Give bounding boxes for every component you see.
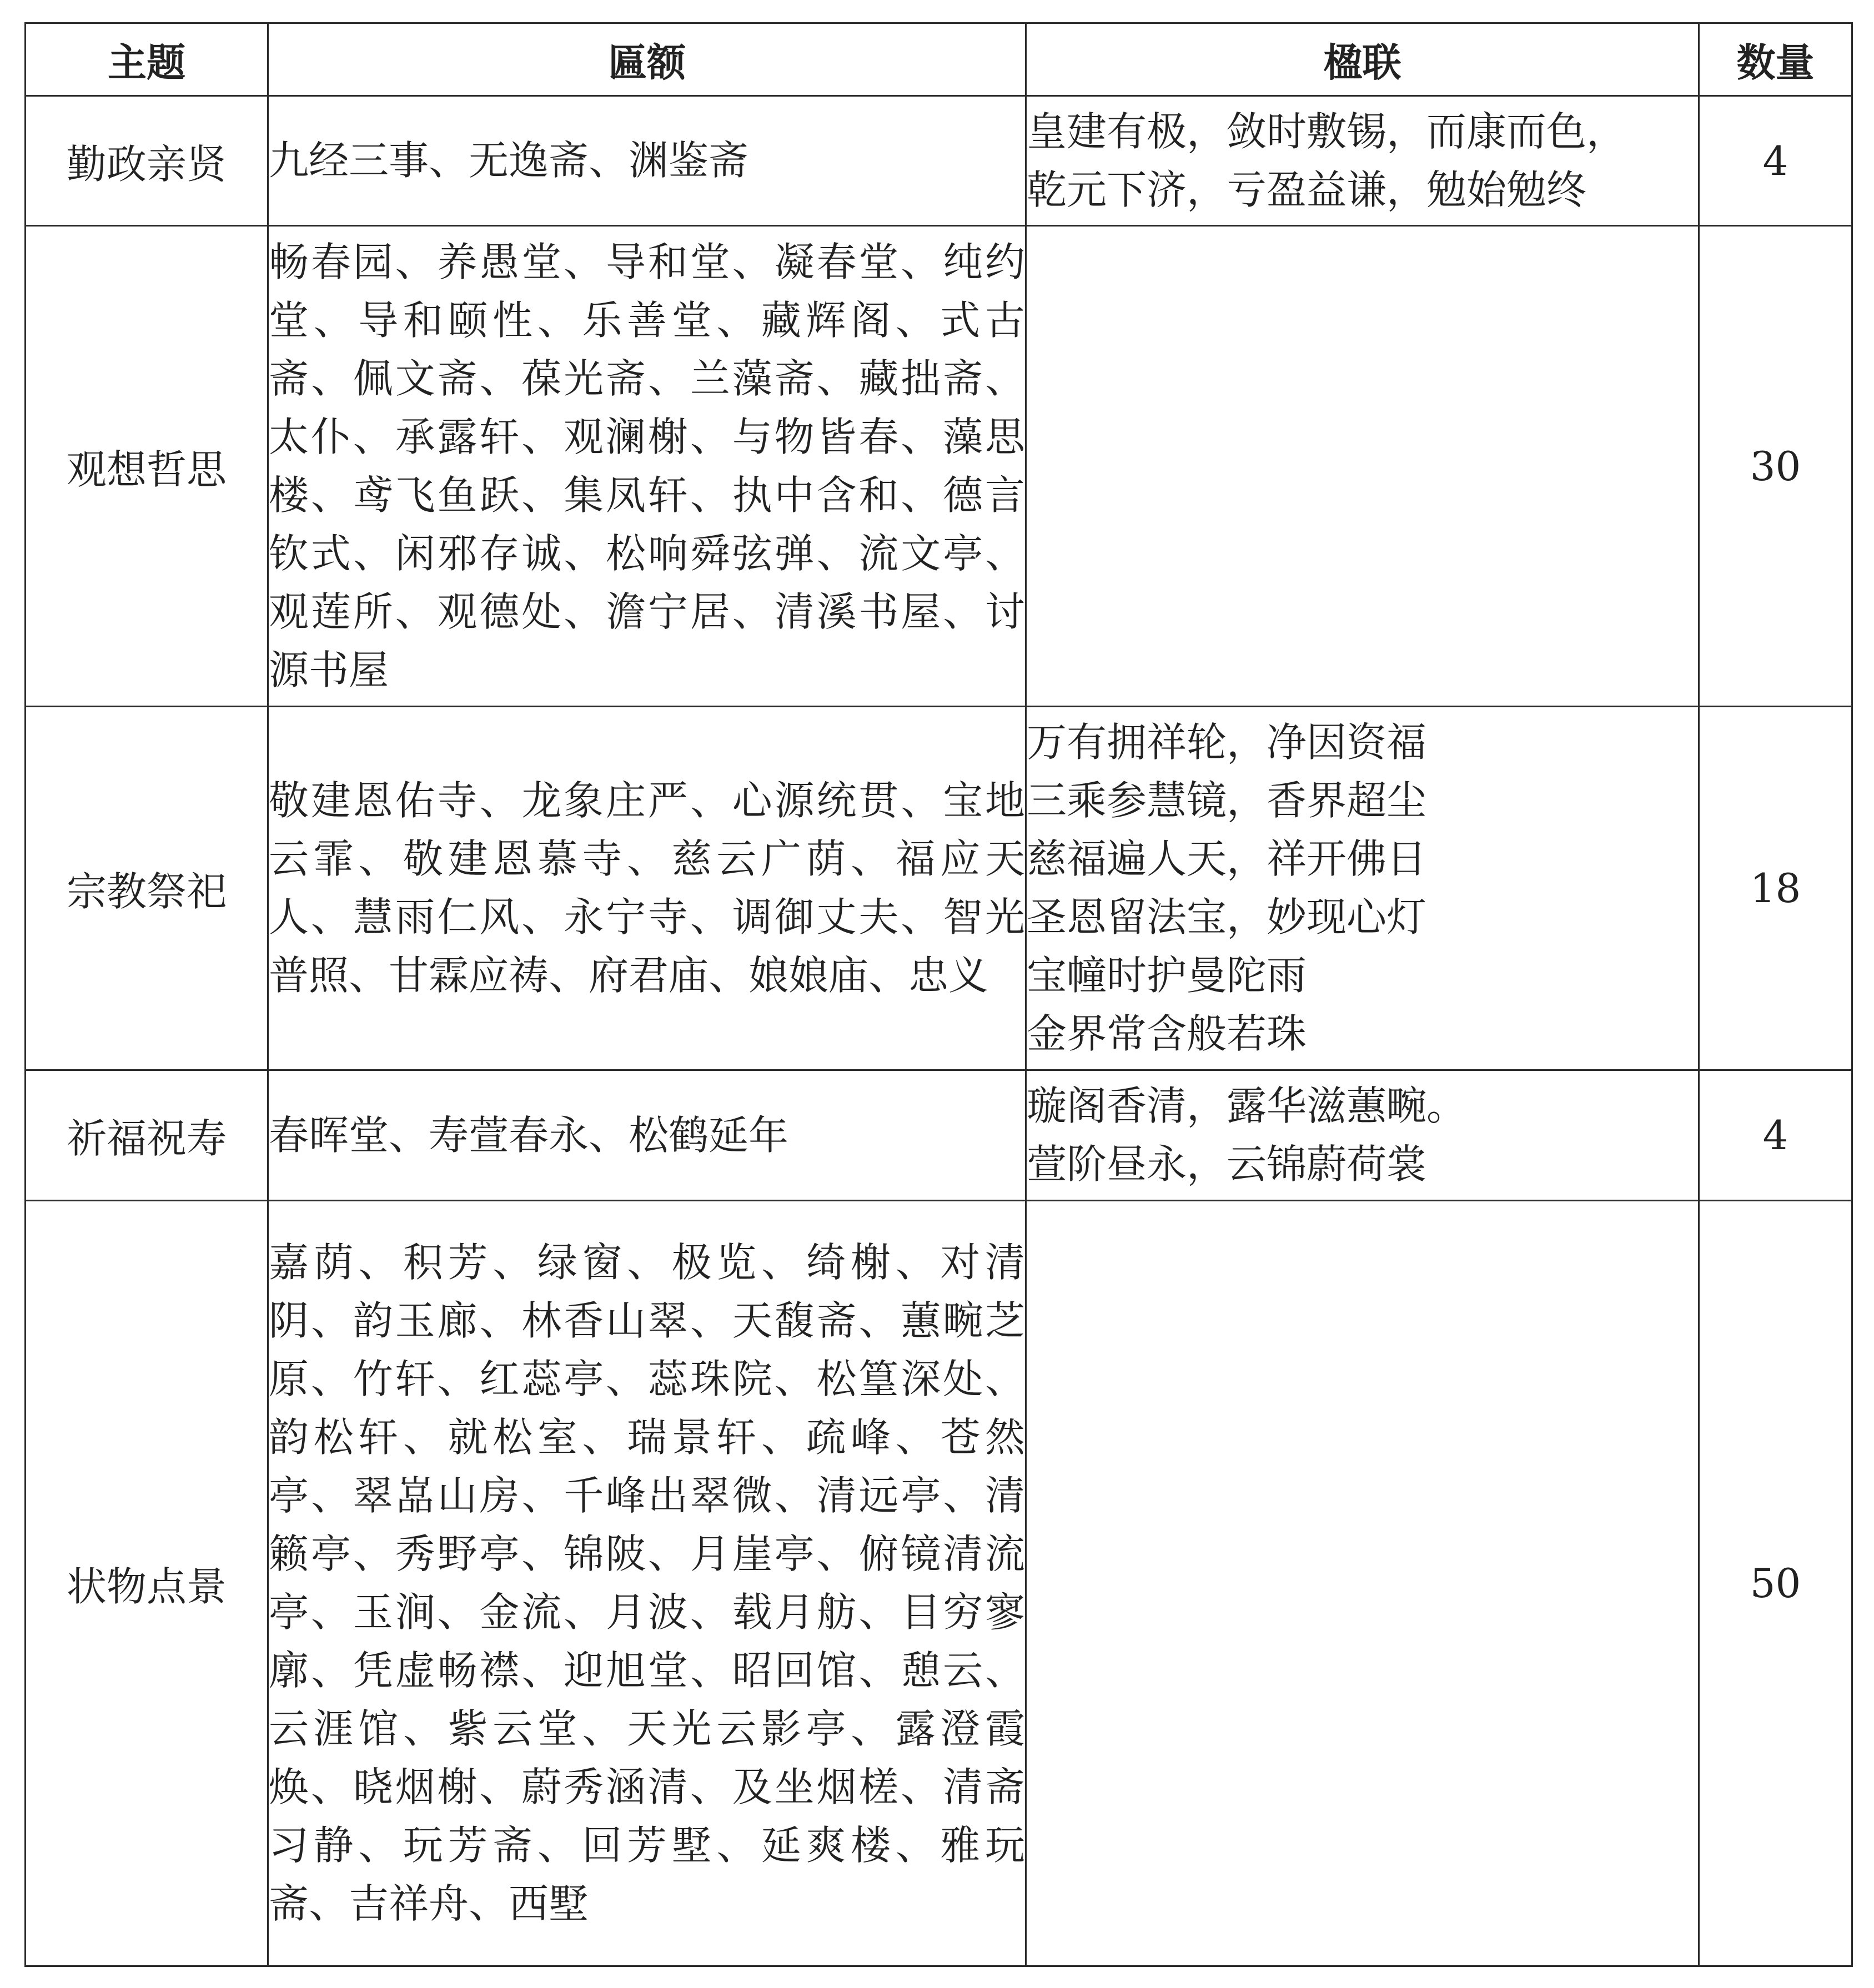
table-row (26, 707, 1852, 1070)
header-count: 数量 (1699, 23, 1852, 96)
themes-table (24, 22, 1853, 1967)
theme-cell: 观想哲思 (26, 226, 268, 707)
header-plaques: 匾额 (268, 23, 1026, 96)
plaques-cell: 敬建恩佑寺、龙象庄严、心源统贯、宝地云霏、敬建恩慕寺、慈云广荫、福应天人、慧雨仁风、永宁寺、调御丈夫、智光普照、甘霖应祷、府君庙、娘娘庙、忠义 (268, 707, 1026, 1070)
theme-cell: 宗教祭祀 (26, 707, 268, 1070)
count-cell: 30 (1699, 226, 1852, 707)
header-couplets: 楹联 (1026, 23, 1699, 96)
count-cell: 4 (1699, 1070, 1852, 1201)
count-cell: 18 (1699, 707, 1852, 1070)
plaques-cell: 九经三事、无逸斋、渊鉴斋 (268, 96, 1026, 226)
theme-cell: 勤政亲贤 (26, 96, 268, 226)
header-row (26, 23, 1852, 96)
theme-cell: 祈福祝寿 (26, 1070, 268, 1201)
plaques-cell: 畅春园、养愚堂、导和堂、凝春堂、纯约堂、导和颐性、乐善堂、藏辉阁、式古斋、佩文斋、葆光斋、兰藻斋、藏拙斋、太仆、承露轩、观澜榭、与物皆春、藻思楼、鸢飞鱼跃、集凤轩、执中含和、德言钦式、闲邪存诚、松响舜弦弹、流文亭、观莲所、观德处、澹宁居、清溪书屋、讨源书屋 (268, 226, 1026, 707)
couplets-cell (1026, 1201, 1699, 1966)
table-row (26, 96, 1852, 226)
count-cell: 4 (1699, 96, 1852, 226)
couplets-cell: 璇阁香清，露华滋蕙畹。 萱阶昼永，云锦蔚荷裳 (1026, 1070, 1699, 1201)
table-row (26, 226, 1852, 707)
table-row (26, 1070, 1852, 1201)
table-row (26, 1201, 1852, 1966)
couplets-cell: 皇建有极，敛时敷锡，而康而色， 乾元下济，亏盈益谦，勉始勉终 (1026, 96, 1699, 226)
plaques-cell: 嘉荫、积芳、绿窗、极览、绮榭、对清阴、韵玉廊、林香山翠、天馥斋、蕙畹芝原、竹轩、红蕊亭、蕊珠院、松篁深处、韵松轩、就松室、瑞景轩、疏峰、苍然亭、翠嵓山房、千峰出翠微、清远亭、清籁亭、秀野亭、锦陂、月崖亭、俯镜清流亭、玉涧、金流、月波、载月舫、目穷寥廓、凭虚畅襟、迎旭堂、昭回馆、憩云、云涯馆、紫云堂、天光云影亭、露澄霞焕、晓烟榭、蔚秀涵清、及坐烟槎、清斋习静、玩芳斋、回芳墅、延爽楼、雅玩斋、吉祥舟、西墅 (268, 1201, 1026, 1966)
couplets-cell: 万有拥祥轮，净因资福 三乘参慧镜，香界超尘 慈福遍人天，祥开佛日 圣恩留法宝，妙现心灯 宝幢时护曼陀雨 金界常含般若珠 (1026, 707, 1699, 1070)
couplets-cell (1026, 226, 1699, 707)
count-cell: 50 (1699, 1201, 1852, 1966)
theme-cell: 状物点景 (26, 1201, 268, 1966)
plaques-cell: 春晖堂、寿萱春永、松鹤延年 (268, 1070, 1026, 1201)
header-theme: 主题 (26, 23, 268, 96)
